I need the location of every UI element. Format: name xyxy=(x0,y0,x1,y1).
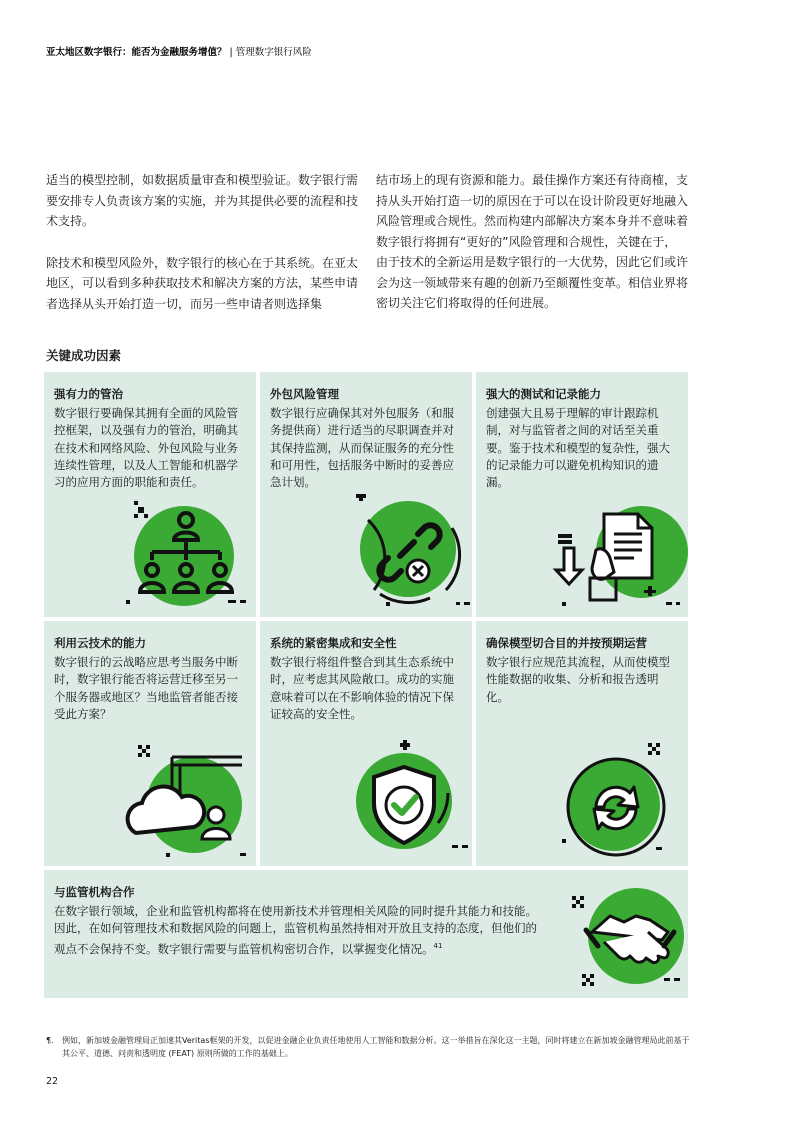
card-description: 数字银行将组件整合到其生态系统中时，应考虑其风险敞口。成功的实施意味着可以在不影响体验的情况下保证较高的安全性。 xyxy=(270,655,454,721)
page-number: 22 xyxy=(46,1076,59,1087)
cloud-user-icon xyxy=(44,735,256,866)
card-title: 外包风险管理 xyxy=(270,387,339,401)
footnote-mark: ¶. xyxy=(46,1036,54,1045)
card-description: 数字银行应规范其流程，从而使模型性能数据的收集、分析和报告透明化。 xyxy=(486,655,670,704)
card-description: 数字银行的云战略应思考当服务中断时，数字银行能否将运营迁移至另一个服务器或地区？当地监管者能否接受此方案？ xyxy=(54,655,238,721)
card-title: 与监管机构合作 xyxy=(54,885,135,899)
card-regulator-cooperation xyxy=(44,870,688,998)
card-description: 创建强大且易于理解的审计跟踪机制，对与监管者之间的对话至关重要。鉴于技术和模型的复杂性，强大的记录能力可以避免机构知识的遗漏。 xyxy=(486,406,670,490)
intro-right-column xyxy=(376,170,688,335)
footnote-text: 例如，新加坡金融管理局正加速其Veritas框架的开发，以促进金融企业负责任地使用人工智能和数据分析。这一举措旨在深化这一主题，同时将建立在新加坡金融管理局此前基于其公平、道德、问责和透明度 (FEAT) 原则所做的工作的基础上。 xyxy=(62,1036,690,1058)
document-download-icon xyxy=(476,494,688,617)
card-system-integration xyxy=(260,621,472,866)
card-title: 利用云技术的能力 xyxy=(54,636,146,650)
card-title: 系统的紧密集成和安全性 xyxy=(270,636,397,650)
card-strong-governance xyxy=(44,372,256,617)
card-title: 强有力的管治 xyxy=(54,387,123,401)
card-model-fit xyxy=(476,621,688,866)
page-header xyxy=(46,44,312,58)
broken-link-icon xyxy=(260,494,472,617)
header-separator: | xyxy=(229,47,233,58)
card-title: 确保模型切合目的并按预期运营 xyxy=(486,636,647,650)
card-description-text: 在数字银行领域，企业和监管机构都将在使用新技术并管理相关风险的同时提升其能力和技能。因此，在如何管理技术和数据风险的问题上，监管机构虽然持相对开放且支持的态度，但他们的观点不会保持不变。数字银行需要与监管机构密切合作，以掌握变化情况。 xyxy=(54,904,537,956)
intro-paragraph: 适当的模型控制，如数据质量审查和模型验证。数字银行需要安排专人负责该方案的实施，并为其提供必要的流程和技术支持。 xyxy=(46,173,359,228)
org-chart-icon xyxy=(44,494,256,617)
success-factors-grid xyxy=(44,372,688,998)
footnote xyxy=(46,1034,696,1060)
section-title: 关键成功因素 xyxy=(46,348,122,363)
header-section: 管理数字银行风险 xyxy=(235,47,312,58)
card-description: 数字银行要确保其拥有全面的风险管控框架，以及强有力的管治，明确其在技术和网络风险、外包风险与业务连续性管理，以及人工智能和机器学习的应用方面的职能和责任。 xyxy=(54,406,238,490)
footnote-reference: 41 xyxy=(433,941,443,950)
report-title: 亚太地区数字银行：能否为金融服务增值？ xyxy=(46,47,227,58)
intro-paragraph: 除技术和模型风险外，数字银行的核心在于其系统。在亚太地区，可以看到多种获取技术和解决方案的方法，某些申请者选择从头开始打造一切，而另一些申请者则选择集 xyxy=(46,255,359,311)
card-description xyxy=(54,903,544,958)
card-testing-recording xyxy=(476,372,688,617)
card-title: 强大的测试和记录能力 xyxy=(486,387,601,401)
shield-check-icon xyxy=(260,735,472,866)
intro-paragraph: 结市场上的现有资源和能力。最佳操作方案还有待商榷，支持从头开始打造一切的原因在于可以在设计阶段更好地融入风险管理或合规性。然而构建内部解决方案本身并不意味着数字银行将拥有“更好的”风险管理和合规性，关键在于，由于技术的全新运用是数字银行的一大优势，因此它们或许会为这一领域带来有趣的创新乃至颠覆性变革。相信业界将密切关注它们将取得的任何进展。 xyxy=(376,173,689,310)
card-cloud-capability xyxy=(44,621,256,866)
card-outsourcing-risk xyxy=(260,372,472,617)
refresh-cycle-icon xyxy=(476,735,688,866)
card-description: 数字银行应确保其对外包服务（和服务提供商）进行适当的尽职调查并对其保持监测，从而保证服务的充分性和可用性，包括服务中断时的妥善应急计划。 xyxy=(270,406,454,490)
handshake-icon xyxy=(564,876,688,998)
intro-left-column xyxy=(46,170,358,335)
